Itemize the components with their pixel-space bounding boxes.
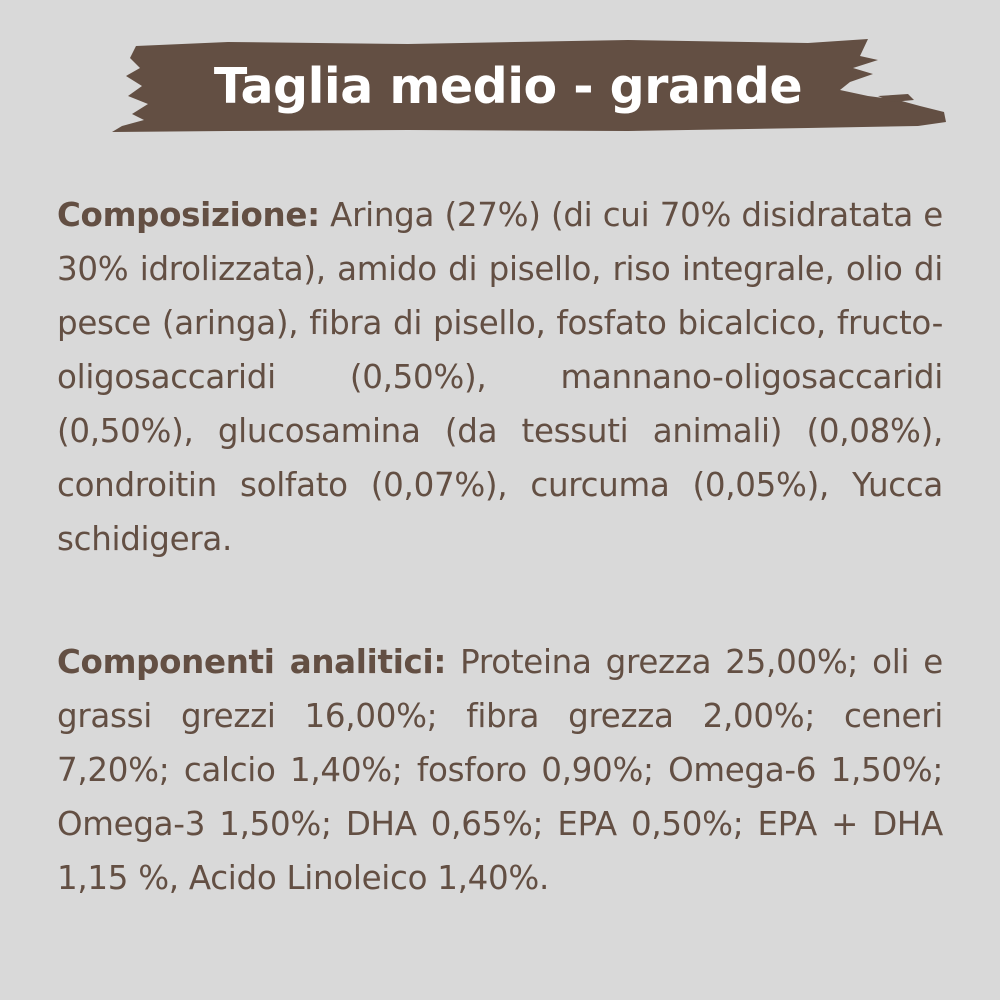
composition-paragraph bbox=[57, 188, 943, 566]
analytical-text: Proteina grezza 25,00%; oli e grassi grezzi 16,00%; fibra grezza 2,00%; ceneri 7,20%; calcio 1,40%; fosforo 0,90%; Omega-6 1,50%; Omega-3 1,50%; DHA 0,65%; EPA 0,50%; EPA + DHA 1,15 %, Acido Linoleico 1,40%. bbox=[57, 643, 943, 897]
page-title: Taglia medio - grande bbox=[213, 58, 803, 115]
title-banner bbox=[108, 34, 948, 139]
analytical-paragraph bbox=[57, 635, 943, 905]
analytical-label: Componenti analitici: bbox=[57, 643, 447, 681]
composition-text: Aringa (27%) (di cui 70% disidratata e 30% idrolizzata), amido di pisello, riso integrale, olio di pesce (aringa), fibra di pisello, fosfato bicalcico, fructo-oligosaccaridi (0,50%), mannano-oligosaccaridi (0,50%), glucosamina (da tessuti animali) (0,08%), condroitin solfato (0,07%), curcuma (0,05%), Yucca schidigera. bbox=[57, 196, 943, 558]
composition-label: Composizione: bbox=[57, 196, 320, 234]
